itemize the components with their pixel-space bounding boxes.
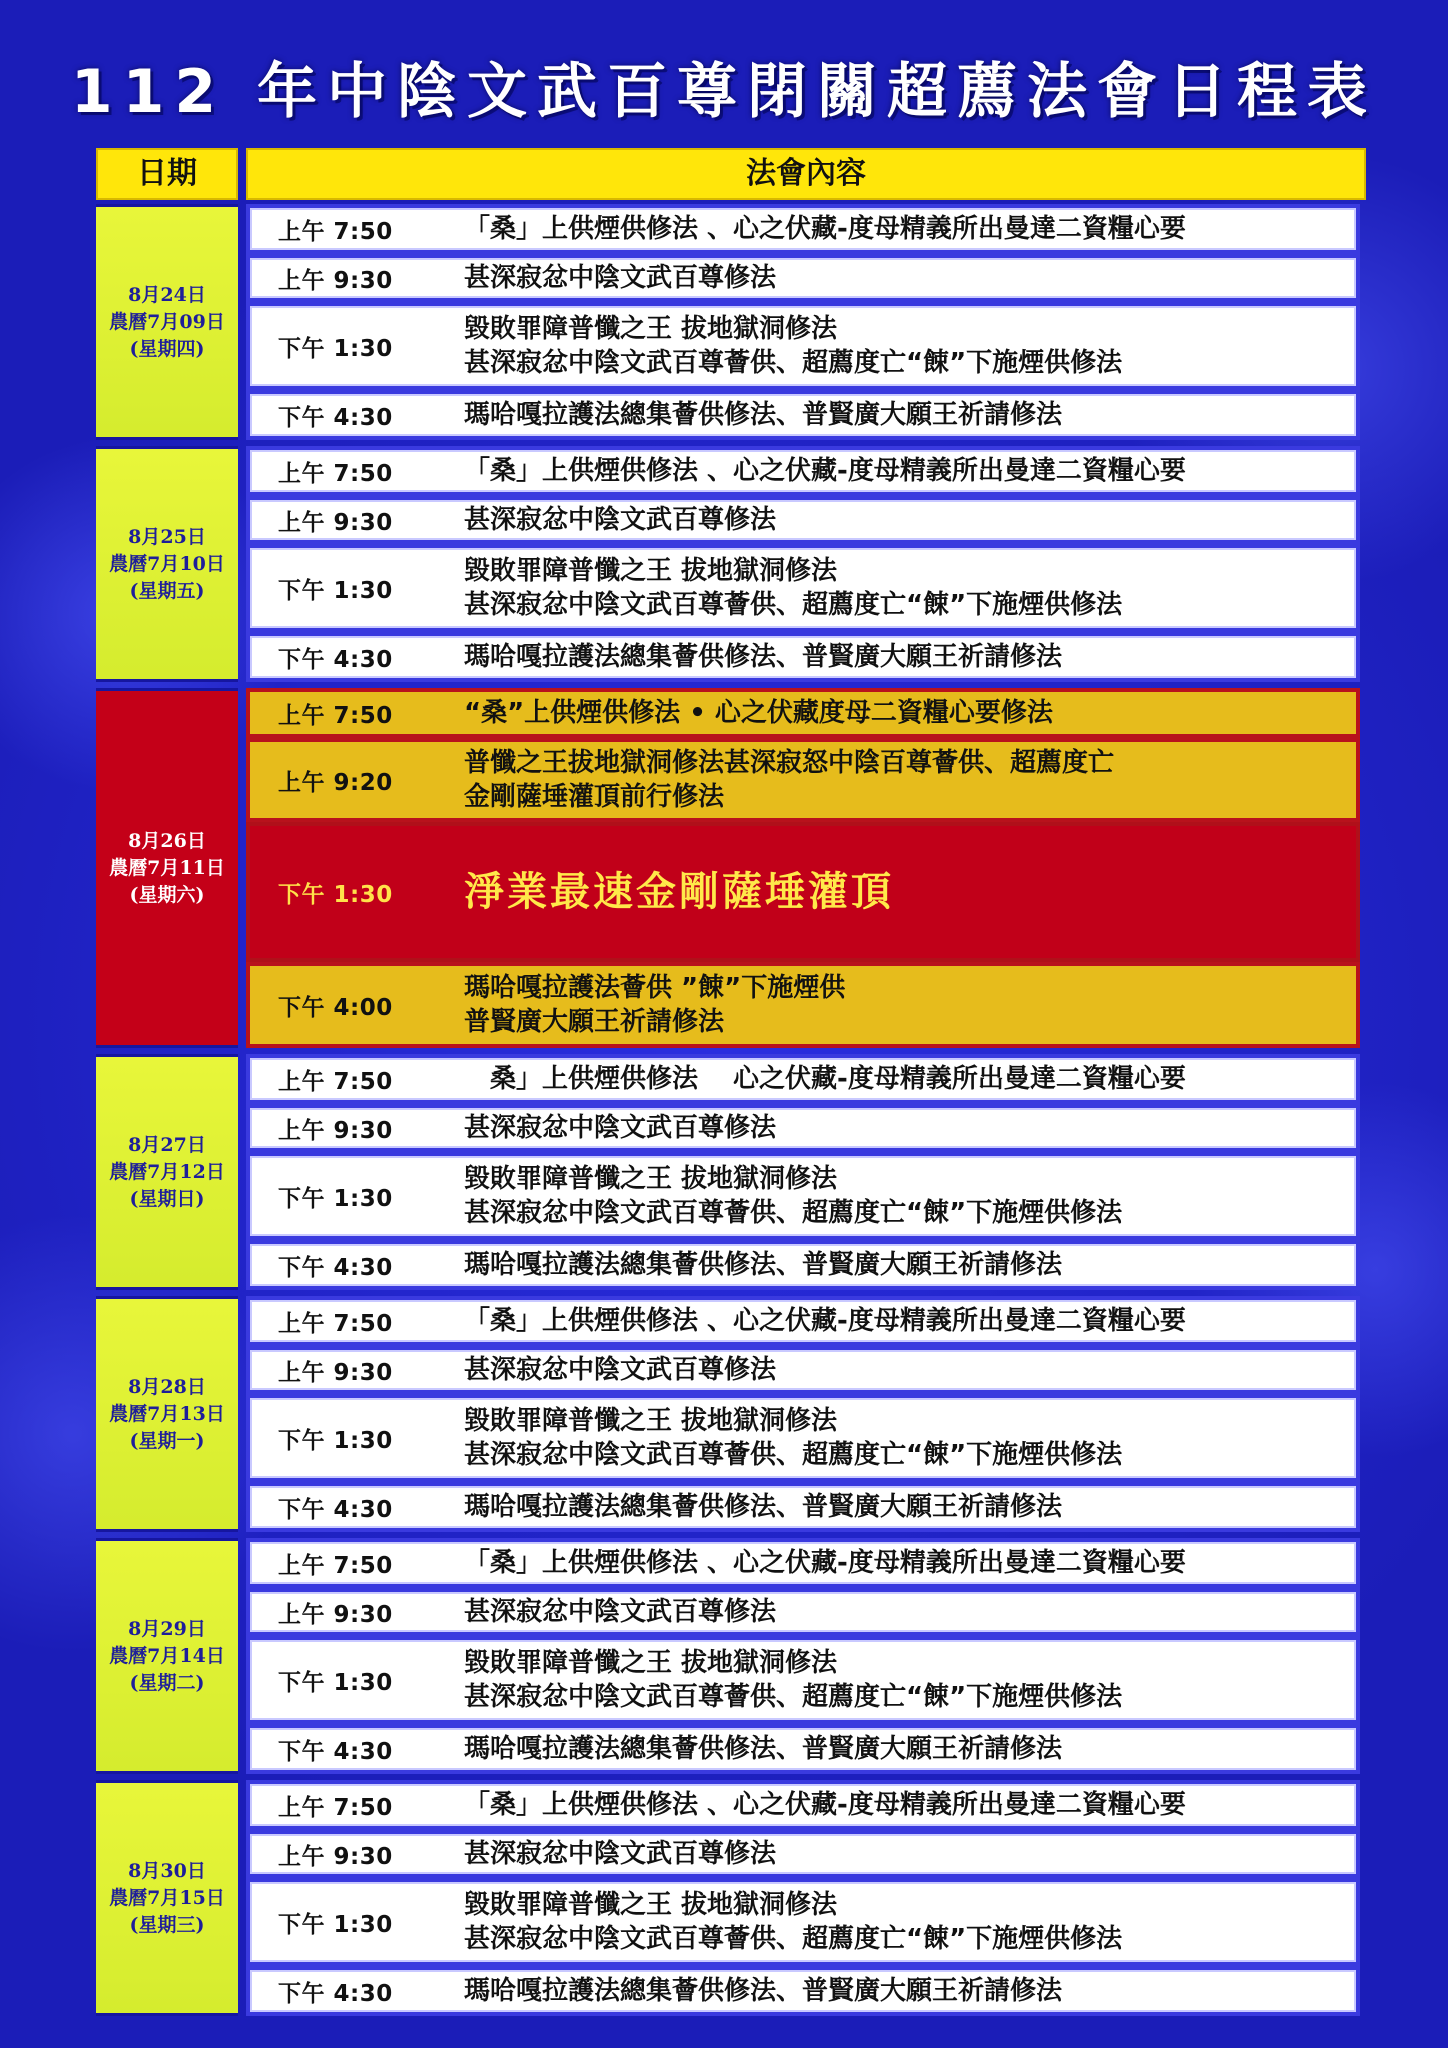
schedule-row: [246, 1054, 1360, 1104]
session-description-line: 甚深寂忿中陰文武百尊修法: [464, 1113, 777, 1143]
schedule-row: [246, 1538, 1360, 1588]
page-title: 112 年中陰文武百尊閉關超薦法會日程表: [70, 57, 1378, 127]
session-time: 下午 1:30: [278, 335, 393, 362]
session-time: 上午 7:50: [278, 702, 393, 729]
session-description: [464, 208, 1344, 250]
date-cell: [96, 1780, 238, 2016]
session-description: [464, 692, 1344, 734]
session-description-line: 甚深寂忿中陰文武百尊薈供、超薦度亡“餗”下施煙供修法: [464, 590, 1123, 620]
session-description-line: 毀敗罪障普懺之王 拔地獄洞修法: [464, 1890, 838, 1920]
session-time: 下午 4:30: [278, 1254, 393, 1281]
session-description-line: 甚深寂忿中陰文武百尊薈供、超薦度亡“餗”下施煙供修法: [464, 1924, 1123, 1954]
content-column-header: 法會內容: [246, 148, 1366, 200]
schedule-row: [246, 1296, 1360, 1346]
schedule-row: [246, 1104, 1360, 1152]
session-description-line: 瑪哈嘎拉護法總集薈供修法、普賢廣大願王祈請修法: [464, 1976, 1063, 2006]
schedule-row: [246, 1830, 1360, 1878]
session-description: [464, 450, 1344, 492]
schedule-row: [246, 390, 1360, 440]
schedule-row: [246, 822, 1360, 962]
date-weekday: (星期五): [129, 579, 205, 602]
session-description: [464, 742, 1344, 818]
session-description-line: 「桑」上供煙供修法 、心之伏藏-度母精義所出曼達二資糧心要: [464, 214, 1186, 244]
session-description-line: 甚深寂忿中陰文武百尊薈供、超薦度亡“餗”下施煙供修法: [464, 348, 1123, 378]
schedule-row: [246, 1240, 1360, 1290]
session-description-line: 桑」上供煙供修法 心之伏藏-度母精義所出曼達二資糧心要: [464, 1064, 1186, 1094]
schedule-row: [246, 204, 1360, 254]
schedule-row: [246, 544, 1360, 632]
session-description-line: 甚深寂忿中陰文武百尊修法: [464, 263, 777, 293]
session-description-line: 「桑」上供煙供修法 、心之伏藏-度母精義所出曼達二資糧心要: [464, 456, 1186, 486]
session-description: [464, 1728, 1344, 1770]
date-lunar: 農曆7月11日: [109, 856, 225, 879]
session-description: [464, 1784, 1344, 1826]
session-time: 下午 1:30: [278, 881, 393, 908]
schedule-row: [246, 446, 1360, 496]
session-time: 下午 4:30: [278, 1738, 393, 1765]
session-description-line: 甚深寂忿中陰文武百尊修法: [464, 1355, 777, 1385]
schedule-row: [246, 1346, 1360, 1394]
date-lunar: 農曆7月10日: [109, 552, 225, 575]
date-cell: [96, 1538, 238, 1774]
date-date: 8月26日: [128, 829, 206, 852]
session-description-line: 甚深寂忿中陰文武百尊薈供、超薦度亡“餗”下施煙供修法: [464, 1198, 1123, 1228]
date-date: 8月25日: [128, 525, 206, 548]
session-time: 上午 7:50: [278, 1794, 393, 1821]
date-cell: [96, 688, 238, 1048]
session-time: 上午 9:30: [278, 1117, 393, 1144]
session-description: [464, 306, 1344, 386]
session-description: [464, 966, 1344, 1044]
schedule-row: [246, 688, 1360, 738]
session-time: 下午 1:30: [278, 1427, 393, 1454]
session-time: 下午 4:30: [278, 646, 393, 673]
date-lunar: 農曆7月13日: [109, 1402, 225, 1425]
session-time: 下午 4:00: [278, 994, 393, 1021]
session-description: [464, 394, 1344, 436]
session-description-line: 「桑」上供煙供修法 、心之伏藏-度母精義所出曼達二資糧心要: [464, 1548, 1186, 1578]
session-description: [464, 1300, 1344, 1342]
session-time: 下午 4:30: [278, 404, 393, 431]
session-description-line: 甚深寂忿中陰文武百尊修法: [464, 1597, 777, 1627]
session-description-line: 瑪哈嘎拉護法薈供 ”餗”下施煙供: [464, 973, 846, 1003]
date-cell: [96, 446, 238, 682]
session-description: [464, 1592, 1344, 1632]
session-description-line: 毀敗罪障普懺之王 拔地獄洞修法: [464, 1648, 838, 1678]
session-description-line: 「桑」上供煙供修法 、心之伏藏-度母精義所出曼達二資糧心要: [464, 1306, 1186, 1336]
session-description: [464, 1398, 1344, 1478]
session-time: 上午 9:30: [278, 1843, 393, 1870]
session-time: 下午 1:30: [278, 1669, 393, 1696]
schedule-row: [246, 496, 1360, 544]
session-description-line: 淨業最速金剛薩埵灌頂: [464, 869, 894, 915]
session-description-line: 瑪哈嘎拉護法總集薈供修法、普賢廣大願王祈請修法: [464, 1734, 1063, 1764]
date-lunar: 農曆7月09日: [109, 310, 225, 333]
schedule-row: [246, 1966, 1360, 2016]
session-description-line: 甚深寂忿中陰文武百尊薈供、超薦度亡“餗”下施煙供修法: [464, 1682, 1123, 1712]
date-cell: [96, 1054, 238, 1290]
date-cell: [96, 1296, 238, 1532]
session-description: [464, 1882, 1344, 1962]
schedule-row: [246, 1588, 1360, 1636]
date-date: 8月30日: [128, 1859, 206, 1882]
session-description: [464, 1834, 1344, 1874]
date-date: 8月24日: [128, 283, 206, 306]
session-description: [464, 500, 1344, 540]
session-time: 上午 9:30: [278, 1359, 393, 1386]
schedule-row: [246, 632, 1360, 682]
session-description-line: 瑪哈嘎拉護法總集薈供修法、普賢廣大願王祈請修法: [464, 400, 1063, 430]
session-description-line: 甚深寂忿中陰文武百尊薈供、超薦度亡“餗”下施煙供修法: [464, 1440, 1123, 1470]
session-description-line: 毀敗罪障普懺之王 拔地獄洞修法: [464, 314, 838, 344]
date-weekday: (星期日): [129, 1187, 205, 1210]
session-time: 上午 9:30: [278, 509, 393, 536]
session-time: 上午 7:50: [278, 460, 393, 487]
session-description-line: “桑”上供煙供修法 • 心之伏藏度母二資糧心要修法: [464, 698, 1053, 728]
session-description-line: 甚深寂忿中陰文武百尊修法: [464, 1839, 777, 1869]
session-time: 下午 4:30: [278, 1496, 393, 1523]
date-weekday: (星期六): [129, 883, 205, 906]
session-description: [464, 1640, 1344, 1720]
session-description: [464, 1058, 1344, 1100]
session-description-line: 毀敗罪障普懺之王 拔地獄洞修法: [464, 1406, 838, 1436]
session-description: [464, 1542, 1344, 1584]
date-weekday: (星期二): [129, 1671, 205, 1694]
date-lunar: 農曆7月15日: [109, 1886, 225, 1909]
date-weekday: (星期四): [129, 337, 205, 360]
session-description-line: 普懺之王拔地獄洞修法甚深寂怒中陰百尊薈供、超薦度亡: [464, 748, 1115, 778]
session-time: 上午 9:30: [278, 267, 393, 294]
session-description-line: 毀敗罪障普懺之王 拔地獄洞修法: [464, 556, 838, 586]
date-lunar: 農曆7月14日: [109, 1644, 225, 1667]
date-weekday: (星期三): [129, 1913, 205, 1936]
session-description-line: 瑪哈嘎拉護法總集薈供修法、普賢廣大願王祈請修法: [464, 642, 1063, 672]
session-description: [464, 258, 1344, 298]
session-description-line: 瑪哈嘎拉護法總集薈供修法、普賢廣大願王祈請修法: [464, 1250, 1063, 1280]
session-time: 上午 7:50: [278, 1310, 393, 1337]
session-time: 上午 9:30: [278, 1601, 393, 1628]
session-time: 下午 1:30: [278, 1185, 393, 1212]
schedule-row: [246, 1482, 1360, 1532]
session-description: [464, 1156, 1344, 1236]
date-date: 8月29日: [128, 1617, 206, 1640]
date-cell: [96, 204, 238, 440]
schedule-row: [246, 302, 1360, 390]
schedule-row: [246, 1780, 1360, 1830]
session-time: 上午 9:20: [278, 769, 393, 796]
schedule-row: [246, 1878, 1360, 1966]
date-column-header: 日期: [96, 148, 238, 200]
session-time: 上午 7:50: [278, 1552, 393, 1579]
session-description: [464, 1970, 1344, 2012]
session-description: [464, 1244, 1344, 1286]
session-description-line: 「桑」上供煙供修法 、心之伏藏-度母精義所出曼達二資糧心要: [464, 1790, 1186, 1820]
schedule-row: [246, 254, 1360, 302]
date-date: 8月28日: [128, 1375, 206, 1398]
session-description: [464, 1350, 1344, 1390]
schedule-row: [246, 962, 1360, 1048]
schedule-row: [246, 1394, 1360, 1482]
schedule-row: [246, 1152, 1360, 1240]
session-description-line: 金剛薩埵灌頂前行修法: [464, 782, 725, 812]
session-time: 下午 1:30: [278, 1911, 393, 1938]
date-date: 8月27日: [128, 1133, 206, 1156]
session-description: [464, 636, 1344, 678]
session-description: [464, 548, 1344, 628]
session-time: 上午 7:50: [278, 218, 393, 245]
date-lunar: 農曆7月12日: [109, 1160, 225, 1183]
session-description: [464, 1108, 1344, 1148]
schedule-row: [246, 1724, 1360, 1774]
date-weekday: (星期一): [129, 1429, 205, 1452]
session-description: [464, 826, 1344, 958]
session-description-line: 瑪哈嘎拉護法總集薈供修法、普賢廣大願王祈請修法: [464, 1492, 1063, 1522]
session-description: [464, 1486, 1344, 1528]
session-description-line: 普賢廣大願王祈請修法: [464, 1007, 725, 1037]
session-time: 上午 7:50: [278, 1068, 393, 1095]
schedule-row: [246, 738, 1360, 822]
session-description-line: 甚深寂忿中陰文武百尊修法: [464, 505, 777, 535]
session-time: 下午 1:30: [278, 577, 393, 604]
schedule-row: [246, 1636, 1360, 1724]
session-description-line: 毀敗罪障普懺之王 拔地獄洞修法: [464, 1164, 838, 1194]
session-time: 下午 4:30: [278, 1980, 393, 2007]
